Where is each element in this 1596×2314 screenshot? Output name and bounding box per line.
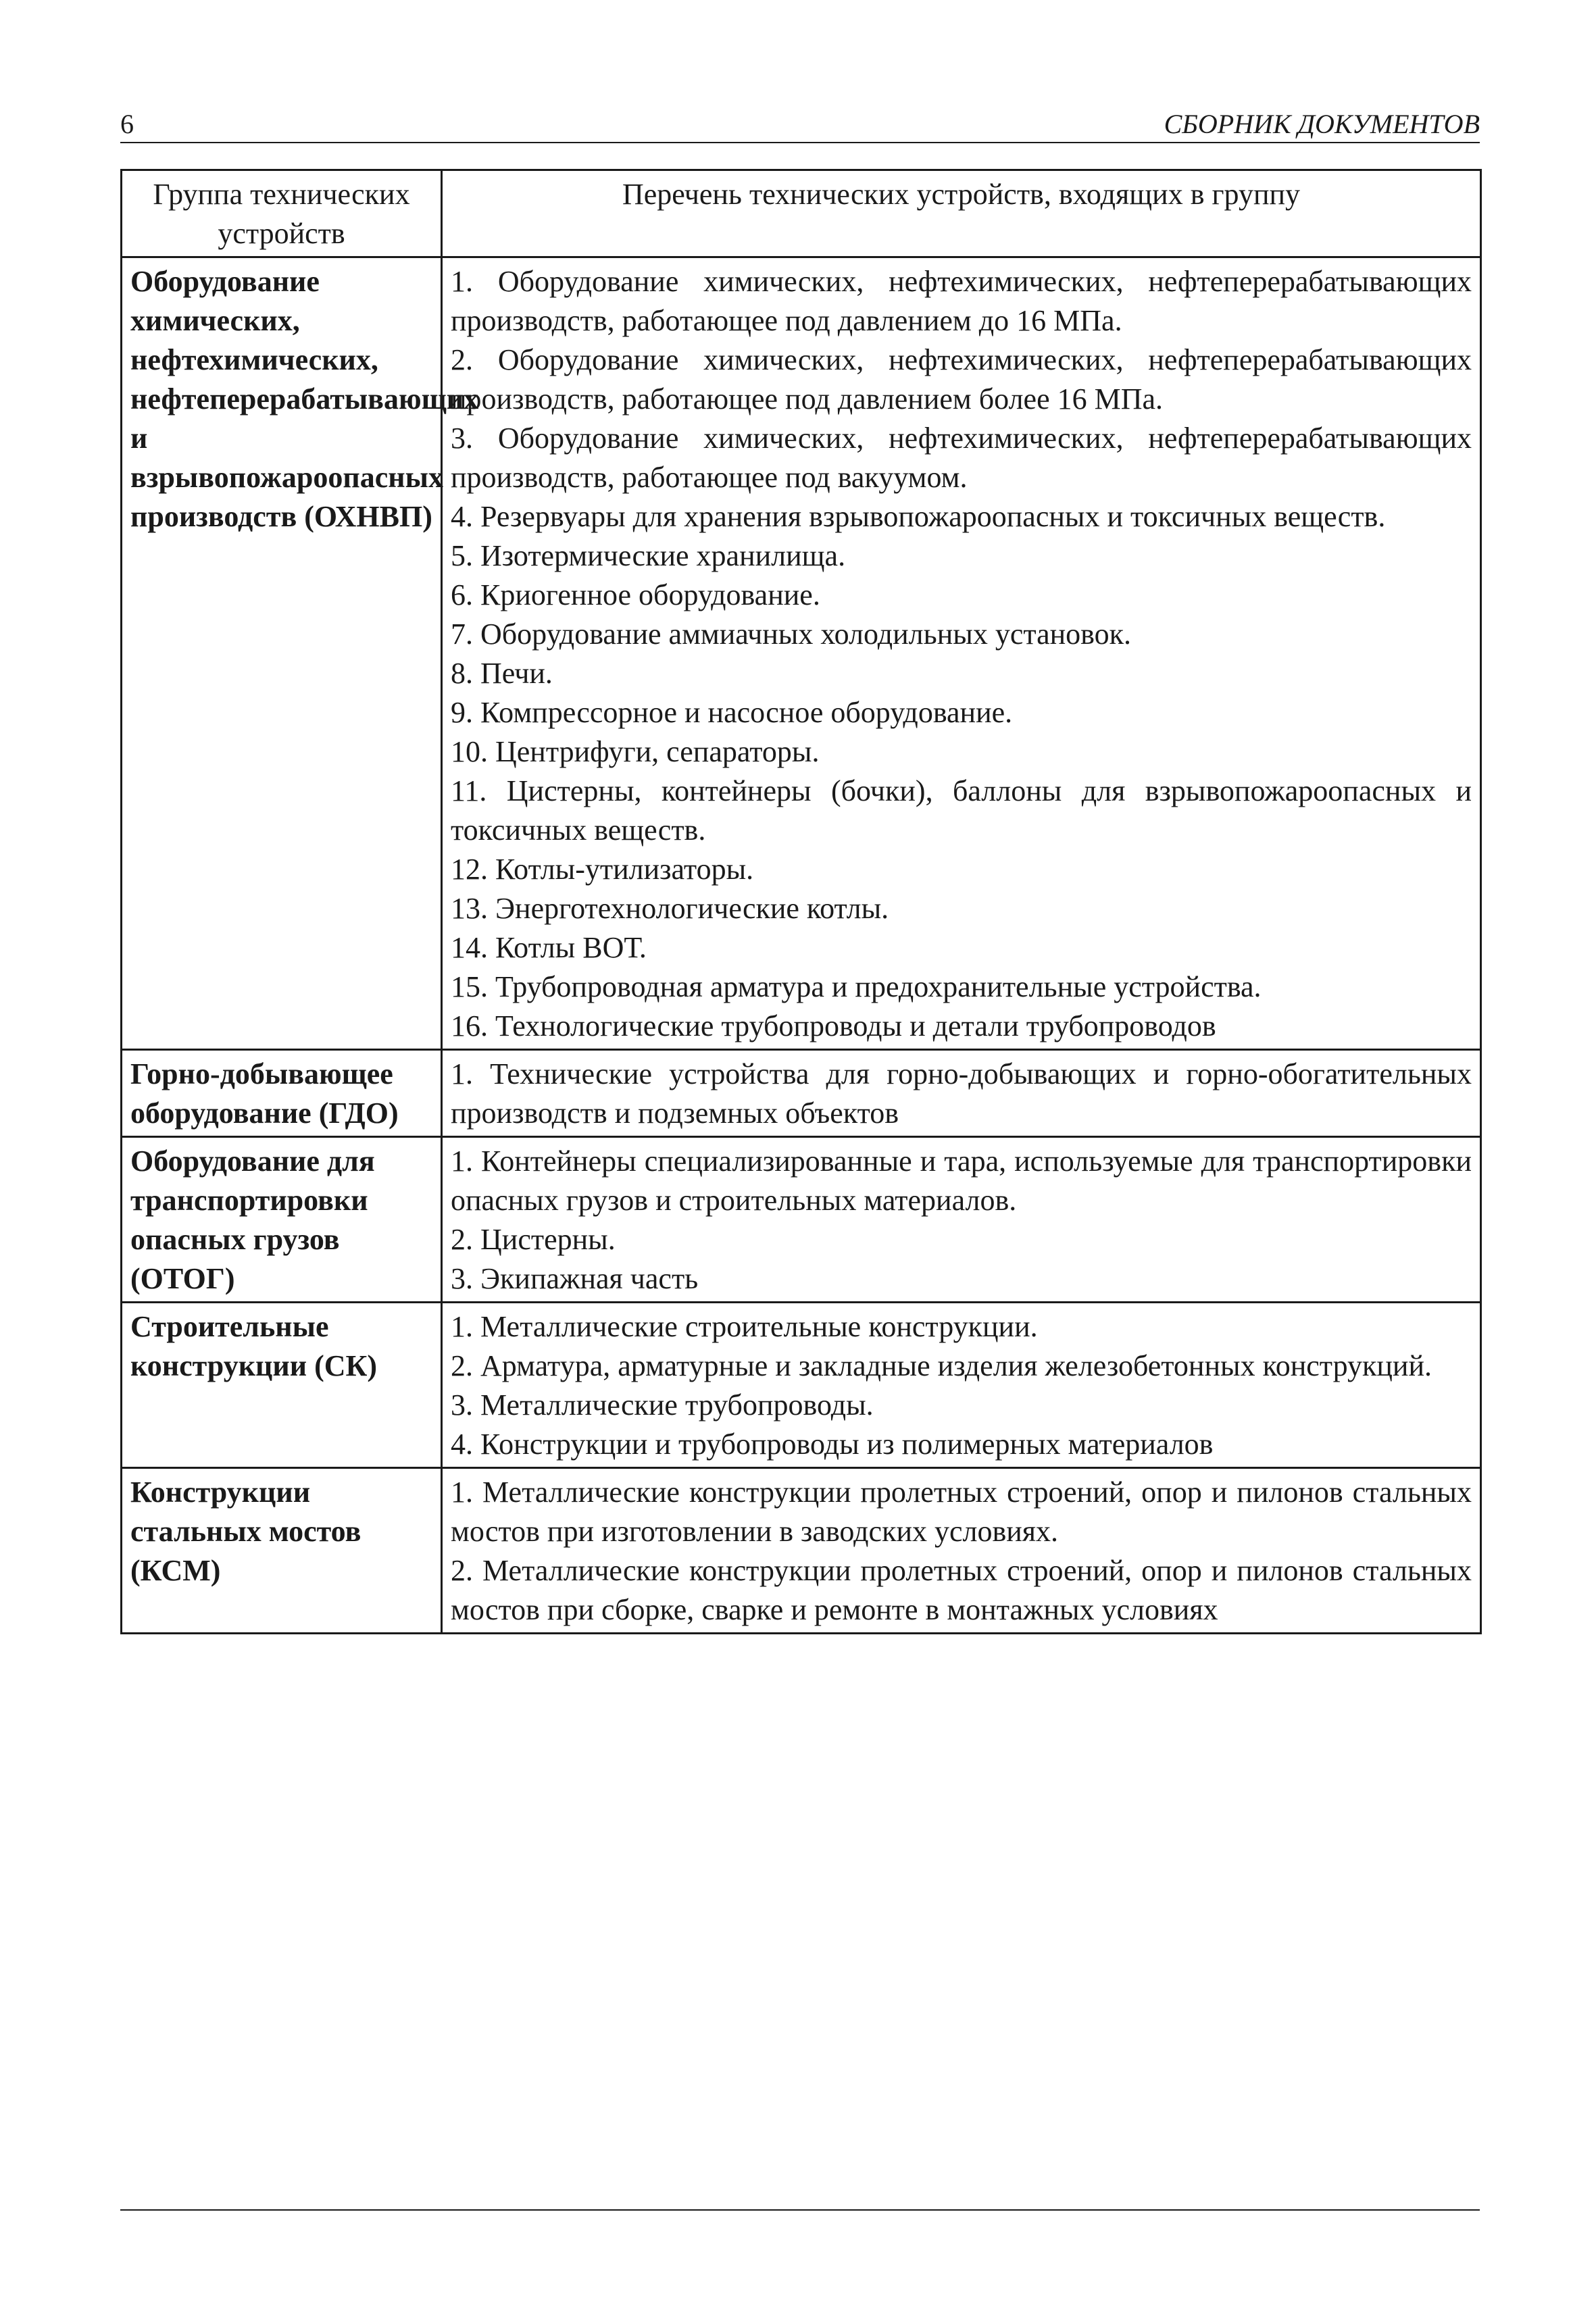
list-item: 2. Цистерны.: [451, 1223, 616, 1256]
column-header-list: Перечень технических устройств, входящих в группу: [442, 170, 1481, 257]
list-item: 12. Котлы-утилизаторы.: [451, 853, 754, 886]
list-item: 4. Резервуары для хранения взрывопожароопасных и токсичных веществ.: [451, 500, 1386, 533]
table-header-row: [122, 170, 1481, 257]
list-item: 6. Криогенное оборудование.: [451, 578, 820, 611]
running-title: СБОРНИК ДОКУМЕНТОВ: [1164, 109, 1480, 139]
list-item: 11. Цистерны, контейнеры (бочки), баллоны для взрывопожароопасных и токсичных веществ.: [451, 774, 1472, 847]
list-item: 7. Оборудование аммиачных холодильных установок.: [451, 618, 1132, 651]
group-name-cell: Горно-добывающее оборудование (ГДО): [122, 1050, 442, 1137]
page-number: 6: [120, 109, 134, 139]
group-name-cell: Строительные конструкции (СК): [122, 1303, 442, 1468]
list-item: 13. Энерготехнологические котлы.: [451, 892, 889, 925]
list-item: 2. Арматура, арматурные и закладные изделия железобетонных конструкций.: [451, 1349, 1432, 1382]
device-list-cell: [442, 1137, 1481, 1303]
device-list-cell: [442, 1468, 1481, 1634]
list-item: 16. Технологические трубопроводы и детали трубопроводов: [451, 1009, 1216, 1042]
list-item: 4. Конструкции и трубопроводы из полимерных материалов: [451, 1428, 1214, 1461]
list-item: 3. Оборудование химических, нефтехимических, нефтеперерабатывающих производств, работающее под вакуумом.: [451, 422, 1472, 494]
list-item: 15. Трубопроводная арматура и предохранительные устройства.: [451, 970, 1262, 1003]
list-item: 1. Металлические конструкции пролетных строений, опор и пилонов стальных мостов при изготовлении в заводских условиях.: [451, 1476, 1472, 1548]
device-list-cell: [442, 1050, 1481, 1137]
group-name-cell: Оборудование для транспортировки опасных грузов (ОТОГ): [122, 1137, 442, 1303]
table-row: [122, 1137, 1481, 1303]
list-item: 10. Центрифуги, сепараторы.: [451, 735, 820, 768]
list-item: 1. Контейнеры специализированные и тара, используемые для транспортировки опасных грузов и строительных материалов.: [451, 1145, 1472, 1217]
list-item: 1. Оборудование химических, нефтехимических, нефтеперерабатывающих производств, работающее под давлением до 16 МПа.: [451, 265, 1472, 337]
column-header-group: Группа технических устройств: [122, 170, 442, 257]
table-row: [122, 1050, 1481, 1137]
group-name-cell: Оборудование химических, нефтехимических, нефтеперерабатывающих и взрывопожароопасных производств (ОХНВП): [122, 257, 442, 1050]
list-item: 1. Металлические строительные конструкции.: [451, 1310, 1038, 1343]
list-item: 8. Печи.: [451, 657, 553, 690]
list-item: 14. Котлы ВОТ.: [451, 931, 647, 964]
table-row: [122, 257, 1481, 1050]
equipment-groups-table: [120, 169, 1482, 1634]
list-item: 5. Изотермические хранилища.: [451, 539, 846, 572]
device-list-cell: [442, 1303, 1481, 1468]
table-row: [122, 1468, 1481, 1634]
device-list-cell: [442, 257, 1481, 1050]
group-name-cell: Конструкции стальных мостов (КСМ): [122, 1468, 442, 1634]
list-item: 1. Технические устройства для горно-добывающих и горно-обогатительных производств и подземных объектов: [451, 1057, 1472, 1130]
header-rule: [120, 142, 1480, 143]
list-item: 3. Экипажная часть: [451, 1262, 699, 1295]
table-row: [122, 1303, 1481, 1468]
footer-rule: [120, 2209, 1480, 2211]
list-item: 2. Оборудование химических, нефтехимических, нефтеперерабатывающих производств, работающее под давлением более 16 МПа.: [451, 343, 1472, 416]
list-item: 2. Металлические конструкции пролетных строений, опор и пилонов стальных мостов при сборке, сварке и ремонте в монтажных условиях: [451, 1554, 1472, 1626]
list-item: 3. Металлические трубопроводы.: [451, 1388, 874, 1422]
list-item: 9. Компрессорное и насосное оборудование.: [451, 696, 1013, 729]
